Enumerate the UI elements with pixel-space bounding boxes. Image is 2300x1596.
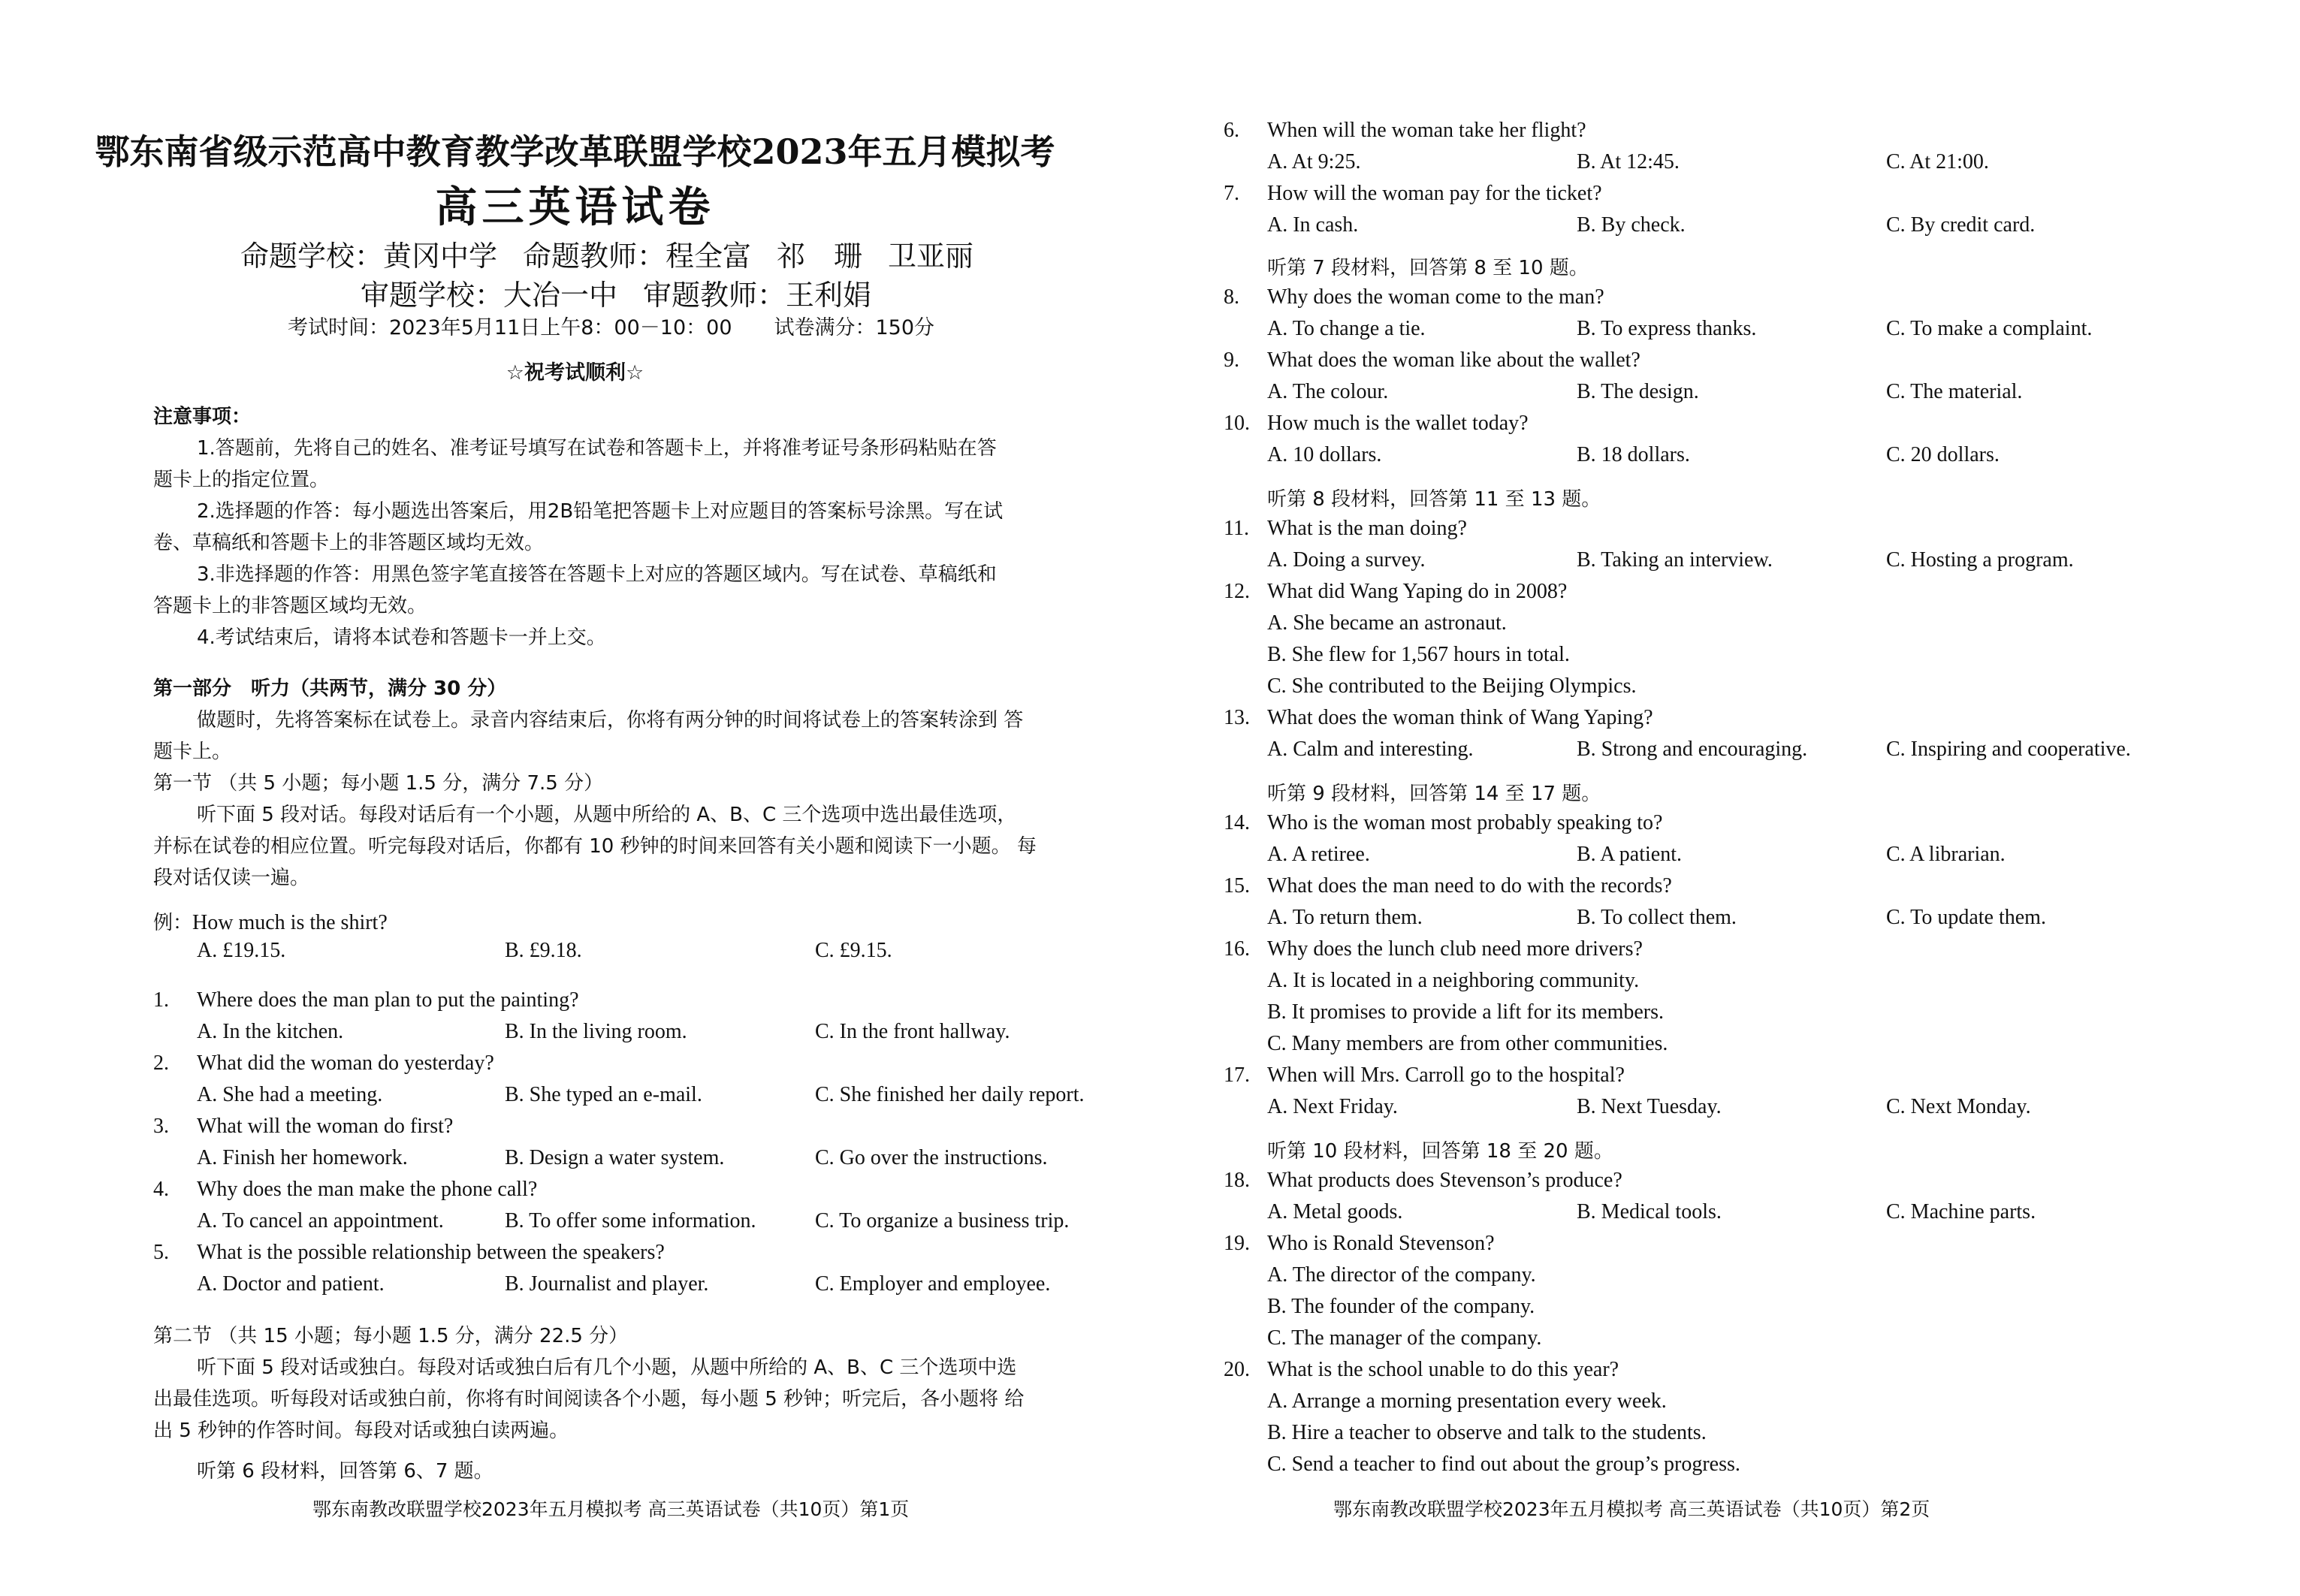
option-a: A. She had a meeting. [197,1083,383,1106]
exam-subject-title: 高三英语试卷 [435,183,715,232]
question-number: 4. [153,1178,169,1201]
option-a: A. 10 dollars. [1267,443,1382,466]
section2-instruction: 出最佳选项。听每段对话或独白前，你将有时间阅读各个小题，每小题 5 秒钟；听完后，各小题将 给 [153,1388,1025,1410]
option-c: C. The material. [1886,380,2023,403]
question-number: 18. [1224,1169,1250,1192]
option-c: C. She finished her daily report. [815,1083,1085,1106]
option-a: A. Arrange a morning presentation every week. [1267,1389,1667,1413]
option-a: A. It is located in a neighboring community. [1267,969,1640,992]
question-number: 3. [153,1115,169,1138]
question-number: 1. [153,988,169,1012]
option-a: A. Metal goods. [1267,1200,1403,1223]
material-heading: 听第 10 段材料，回答第 18 至 20 题。 [1267,1140,1613,1163]
option-b: B. To offer some information. [505,1209,756,1232]
notice-line: 4.考试结束后，请将本试卷和答题卡一并上交。 [197,626,606,649]
option-a: A. In the kitchen. [197,1020,344,1043]
review-teacher: 审题教师：王利娟 [643,279,872,312]
option-a: A. She became an astronaut. [1267,611,1507,635]
option-c: C. To update them. [1886,906,2046,929]
notice-line: 卷、草稿纸和答题卡上的非答题区域均无效。 [153,532,545,554]
question-text: How much is the shirt? [192,911,388,934]
notice-title: 注意事项： [153,406,252,428]
option-a: A. The director of the company. [1267,1263,1536,1287]
option-b: B. Hire a teacher to observe and talk to the students. [1267,1421,1707,1444]
option-c: C. Send a teacher to find out about the group’s progress. [1267,1453,1740,1476]
exam-score: 试卷满分：150分 [774,316,935,339]
question-number: 15. [1224,874,1250,898]
option-c: C. Machine parts. [1886,1200,2036,1223]
option-a: A. The colour. [1267,380,1389,403]
question-text: When will the woman take her flight? [1267,119,1586,142]
question-text: Who is the woman most probably speaking to? [1267,811,1663,834]
question-text: What is the school unable to do this year? [1267,1358,1619,1381]
exam-time: 考试时间：2023年5月11日上午8：00－10：00 [288,316,732,339]
reviewer-info [361,272,871,313]
part1-intro: 题卡上。 [153,741,232,763]
section1-title: 第一节 （共 5 小题；每小题 1.5 分，满分 7.5 分） [153,772,604,795]
notice-line: 3.非选择题的作答：用黑色签字笔直接答在答题卡上对应的答题区域内。写在试卷、草稿纸和 [197,563,997,586]
option-a: A. Finish her homework. [197,1146,408,1169]
option-c: C. She contributed to the Beijing Olympics. [1267,674,1637,698]
option-b: B. She typed an e-mail. [505,1083,702,1106]
option-c: C. £9.15. [815,939,892,962]
question-number: 19. [1224,1232,1250,1255]
option-b: B. A patient. [1577,843,1682,866]
question-number: 8. [1224,285,1239,309]
question-number: 2. [153,1051,169,1075]
page-footer: 鄂东南教改联盟学校2023年五月模拟考 高三英语试卷（共10页）第1页 [312,1498,910,1520]
notice-line: 2.选择题的作答：每小题选出答案后，用2B铅笔把答题卡上对应题目的答案标号涂黑。写在试 [197,500,1004,523]
question-number: 7. [1224,182,1239,205]
option-b: B. The design. [1577,380,1699,403]
setter-teacher: 命题教师：程全富 [523,240,752,273]
option-c: C. To organize a business trip. [815,1209,1070,1232]
section2-title: 第二节 （共 15 小题；每小题 1.5 分，满分 22.5 分） [153,1325,629,1347]
option-a: A. Next Friday. [1267,1095,1398,1118]
option-b: B. Next Tuesday. [1577,1095,1722,1118]
notice-line: 题卡上的指定位置。 [153,469,330,491]
option-c: C. Go over the instructions. [815,1146,1048,1169]
example-question [153,907,388,935]
option-b: B. £9.18. [505,939,582,962]
page-footer: 鄂东南教改联盟学校2023年五月模拟考 高三英语试卷（共10页）第2页 [1333,1498,1930,1520]
section2-instruction: 出 5 秒钟的作答时间。每段对话或独白读两遍。 [153,1420,569,1442]
review-school: 审题学校：大冶一中 [361,279,618,312]
option-a: A. At 9:25. [1267,150,1361,173]
question-text: How will the woman pay for the ticket? [1267,182,1602,205]
option-c: C. To make a complaint. [1886,317,2093,340]
setter-info [240,233,973,274]
part1-intro: 做题时，先将答案标在试卷上。录音内容结束后，你将有两分钟的时间将试卷上的答案转涂到 答 [197,709,1024,732]
option-b: B. To collect them. [1577,906,1737,929]
section2-instruction: 听下面 5 段对话或独白。每段对话或独白后有几个小题，从题中所给的 A、B、C 三个选项中选 [197,1356,1017,1379]
option-c: C. The manager of the company. [1267,1326,1542,1350]
section1-instruction: 听下面 5 段对话。每段对话后有一个小题，从题中所给的 A、B、C 三个选项中选出最佳选项， [197,804,1017,826]
material-heading: 听第 6 段材料，回答第 6、7 题。 [197,1460,494,1483]
option-b: B. 18 dollars. [1577,443,1690,466]
option-c: C. By credit card. [1886,213,2036,237]
good-luck-line: ☆祝考试顺利☆ [506,361,644,385]
option-b: B. Taking an interview. [1577,548,1773,572]
question-text: When will Mrs. Carroll go to the hospital? [1267,1063,1625,1087]
question-text: How much is the wallet today? [1267,412,1529,435]
option-a: A. £19.15. [197,939,286,962]
option-a: A. A retiree. [1267,843,1370,866]
option-c: C. Inspiring and cooperative. [1886,738,2131,761]
option-a: A. Calm and interesting. [1267,738,1474,761]
option-a: A. Doing a survey. [1267,548,1426,572]
option-c: C. 20 dollars. [1886,443,2000,466]
setter-teacher-3: 卫亚丽 [888,240,974,273]
option-b: B. Strong and encouraging. [1577,738,1808,761]
section1-instruction: 段对话仅读一遍。 [153,867,310,889]
section1-instruction: 并标在试卷的相应位置。听完每段对话后，你都有 10 秒钟的时间来回答有关小题和阅读下一小题。 每 [153,835,1037,858]
exam-header-title: 鄂东南省级示范高中教育教学改革联盟学校2023年五月模拟考 [95,131,1055,172]
option-b: B. Design a water system. [505,1146,725,1169]
option-c: C. Next Monday. [1886,1095,2031,1118]
question-text: Why does the woman come to the man? [1267,285,1604,309]
option-c: C. A librarian. [1886,843,2006,866]
question-number: 16. [1224,937,1250,961]
option-a: A. To return them. [1267,906,1423,929]
question-text: What does the woman like about the wallet? [1267,348,1640,372]
question-number: 13. [1224,706,1250,729]
question-number: 17. [1224,1063,1250,1087]
question-number: 6. [1224,119,1239,142]
option-c: C. In the front hallway. [815,1020,1010,1043]
option-b: B. Journalist and player. [505,1272,709,1296]
question-number: 10. [1224,412,1250,435]
option-a: A. To cancel an appointment. [197,1209,444,1232]
option-b: B. To express thanks. [1577,317,1757,340]
material-heading: 听第 9 段材料，回答第 14 至 17 题。 [1267,783,1601,805]
question-text: What did the woman do yesterday? [197,1051,494,1075]
setter-school: 命题学校：黄冈中学 [240,240,498,273]
question-text: Why does the lunch club need more drivers? [1267,937,1643,961]
question-number: 9. [1224,348,1239,372]
page-2 [1150,0,2300,1596]
option-b: B. She flew for 1,567 hours in total. [1267,643,1570,666]
option-c: C. Many members are from other communities. [1267,1032,1668,1055]
question-text: What does the woman think of Wang Yaping? [1267,706,1653,729]
option-b: B. The founder of the company. [1267,1295,1535,1318]
option-b: B. By check. [1577,213,1686,237]
question-text: What is the possible relationship between the speakers? [197,1241,665,1264]
question-text: What will the woman do first? [197,1115,454,1138]
material-heading: 听第 7 段材料，回答第 8 至 10 题。 [1267,257,1589,279]
option-b: B. It promises to provide a lift for its members. [1267,1000,1665,1024]
exam-time-info [288,311,934,340]
option-a: A. To change a tie. [1267,317,1426,340]
option-c: C. At 21:00. [1886,150,1989,173]
option-a: A. In cash. [1267,213,1359,237]
option-c: C. Employer and employee. [815,1272,1051,1296]
option-b: B. In the living room. [505,1020,687,1043]
question-text: What does the man need to do with the records? [1267,874,1672,898]
question-text: What is the man doing? [1267,517,1467,540]
question-number: 11. [1224,517,1249,540]
part1-title: 第一部分 听力（共两节，满分 30 分） [153,677,507,700]
material-heading: 听第 8 段材料，回答第 11 至 13 题。 [1267,488,1601,511]
question-text: What did Wang Yaping do in 2008? [1267,580,1568,603]
example-label: 例： [153,912,193,934]
question-text: Who is Ronald Stevenson? [1267,1232,1495,1255]
question-number: 12. [1224,580,1250,603]
question-number: 5. [153,1241,169,1264]
question-number: 20. [1224,1358,1250,1381]
option-b: B. Medical tools. [1577,1200,1722,1223]
option-a: A. Doctor and patient. [197,1272,385,1296]
notice-line: 1.答题前，先将自己的姓名、准考证号填写在试卷和答题卡上，并将准考证号条形码粘贴在答 [197,437,997,460]
notice-line: 答题卡上的非答题区域均无效。 [153,595,427,617]
question-number: 14. [1224,811,1250,834]
question-text: Why does the man make the phone call? [197,1178,538,1201]
option-b: B. At 12:45. [1577,150,1680,173]
question-text: What products does Stevenson’s produce? [1267,1169,1622,1192]
question-text: Where does the man plan to put the painting? [197,988,579,1012]
setter-teacher-2: 祁 珊 [777,240,863,273]
option-c: C. Hosting a program. [1886,548,2074,572]
